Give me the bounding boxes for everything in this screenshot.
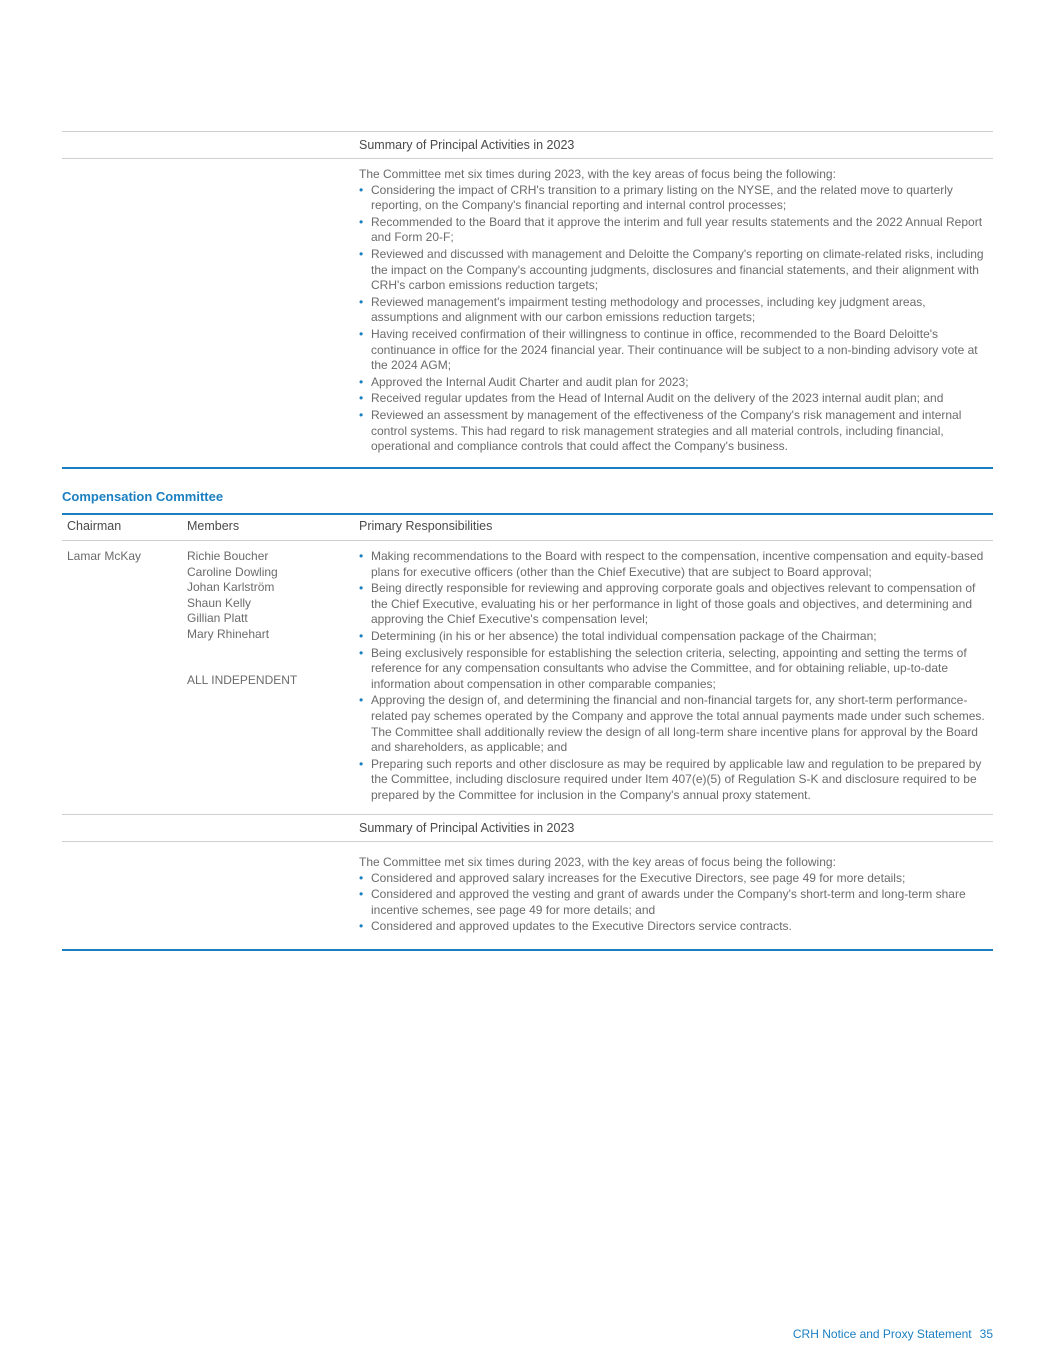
- list-item: • Being exclusively responsible for establishing the selection criteria, selecting, appointing and setting the terms of reference for any compensation consultants who advise the Committee, and for obtaining reliable, up-to-date information about compensation in other comparable companies;: [359, 645, 967, 691]
- bullet-icon: •: [359, 407, 364, 422]
- member-name: Mary Rhinehart: [187, 626, 270, 641]
- list-item: • Considered and approved the vesting and grant of awards under the Company's short-term and long-term share incentive schemes, see page 49 for more details; and: [359, 887, 966, 917]
- list-item: • Received regular updates from the Head of Internal Audit on the delivery of the 2023 internal audit plan; and: [359, 391, 944, 406]
- bullet-icon: •: [359, 374, 364, 389]
- member-name: Shaun Kelly: [187, 595, 252, 610]
- member-name: Johan Karlström: [187, 580, 275, 595]
- list-item: • Having received confirmation of their willingness to continue in office, recommended to the Board Deloitte's continuance in office for the 2024 financial year. Their continuance will be subject to a non-binding advisory vote at the 2024 AGM;: [359, 326, 978, 373]
- divider-audit-end: [62, 467, 993, 469]
- member-name: Gillian Platt: [187, 611, 248, 626]
- responsibilities-list: [359, 549, 989, 804]
- divider-audit-summary: [62, 158, 993, 159]
- bullet-icon: •: [359, 246, 364, 261]
- independence-status: ALL INDEPENDENT: [187, 673, 298, 687]
- footer-title: CRH Notice and Proxy Statement: [792, 1327, 972, 1341]
- chairman-name: Lamar McKay: [67, 549, 142, 563]
- bullet-icon: •: [359, 756, 364, 771]
- audit-summary-body: [359, 167, 989, 456]
- divider-compensation-columns: [62, 540, 993, 541]
- column-header-chairman: Chairman: [67, 519, 122, 533]
- bullet-icon: •: [359, 294, 364, 309]
- list-item: • Determining (in his or her absence) the total individual compensation package of the Chairman;: [359, 628, 877, 643]
- compensation-summary-list: [359, 871, 989, 935]
- list-item: • Preparing such reports and other disclosure as may be required by applicable law and regulation to be prepared by the Committee, including disclosure required under Item 407(e)(5) of Regulation S-K and disclosure required to be prepared by the Committee for inclusion in the Company's annual proxy statement.: [359, 756, 982, 802]
- divider-top: [62, 131, 993, 132]
- list-item: • Being directly responsible for reviewing and approving corporate goals and objectives relevant to compensation of the Chief Executive, evaluating his or her performance in light of those goals and objectives, and determining and approving the Chief Executive's compensation level;: [359, 581, 976, 627]
- list-item: • Considered and approved salary increases for the Executive Directors, see page 49 for more details;: [359, 870, 906, 885]
- bullet-icon: •: [359, 182, 364, 197]
- list-item: • Reviewed an assessment by management of the effectiveness of the Company's risk management and internal control systems. This had regard to risk management strategies and all material controls, including financial, operational and compliance controls that could affect the Company's business.: [359, 407, 962, 454]
- list-item: • Recommended to the Board that it approve the interim and full year results statements and the 2022 Annual Report and Form 20-F;: [359, 214, 983, 245]
- bullet-icon: •: [359, 628, 364, 643]
- list-item: • Reviewed and discussed with management and Deloitte the Company's reporting on climate-related risks, including the impact on the Company's accounting judgments, disclosures and financial statements, and their alignment with CRH's carbon emissions reduction targets;: [359, 246, 984, 293]
- bullet-icon: •: [359, 326, 364, 341]
- list-item: • Reviewed management's impairment testing methodology and processes, including key judgment areas, assumptions and alignment with our carbon emissions reduction targets;: [359, 294, 926, 325]
- compensation-summary-body: [359, 855, 989, 936]
- bullet-icon: •: [359, 581, 364, 596]
- divider-compensation-summary: [62, 841, 993, 842]
- members-list: [187, 549, 347, 643]
- list-item: • Approved the Internal Audit Charter and audit plan for 2023;: [359, 374, 689, 389]
- bullet-icon: •: [359, 214, 364, 229]
- compensation-summary-heading: Summary of Principal Activities in 2023: [359, 821, 575, 835]
- page-footer: [793, 1327, 993, 1343]
- page-number: 35: [979, 1327, 993, 1341]
- audit-summary-intro: The Committee met six times during 2023, with the key areas of focus being the following:: [359, 167, 836, 181]
- bullet-icon: •: [359, 919, 364, 934]
- list-item: • Making recommendations to the Board with respect to the compensation, incentive compensation and equity-based plans for executive officers (other than the Chief Executive) that are subject to Board approval;: [359, 549, 984, 579]
- list-item: • Approving the design of, and determining the financial and non-financial targets for, any short-term performance-related pay schemes operated by the Company and approve the total annual payments made under such schemes. The Committee shall additionally review the design of all long-term share incentive plans for approval by the Board and shareholders, as applicable; and: [359, 693, 985, 755]
- divider-compensation-summary-top: [62, 814, 993, 815]
- bullet-icon: •: [359, 887, 364, 902]
- divider-compensation-end: [62, 949, 993, 951]
- column-header-responsibilities: Primary Responsibilities: [359, 519, 493, 533]
- list-item: • Considered and approved updates to the Executive Directors service contracts.: [359, 919, 792, 934]
- bullet-icon: •: [359, 693, 364, 708]
- bullet-icon: •: [359, 391, 364, 406]
- column-header-members: Members: [187, 519, 240, 533]
- bullet-icon: •: [359, 549, 364, 563]
- bullet-icon: •: [359, 870, 364, 885]
- audit-summary-heading: Summary of Principal Activities in 2023: [359, 138, 575, 152]
- list-item: • Considering the impact of CRH's transition to a primary listing on the NYSE, and the related move to quarterly reporting, on the Company's financial reporting and internal control processes;: [359, 182, 953, 213]
- responsibilities-body: [359, 549, 989, 805]
- section-title: Compensation Committee: [62, 489, 224, 504]
- member-name: Caroline Dowling: [187, 564, 278, 579]
- member-name: Richie Boucher: [187, 549, 269, 563]
- compensation-summary-intro: The Committee met six times during 2023, with the key areas of focus being the following:: [359, 855, 836, 869]
- bullet-icon: •: [359, 645, 364, 660]
- divider-compensation-header: [62, 513, 993, 515]
- audit-summary-list: [359, 183, 989, 455]
